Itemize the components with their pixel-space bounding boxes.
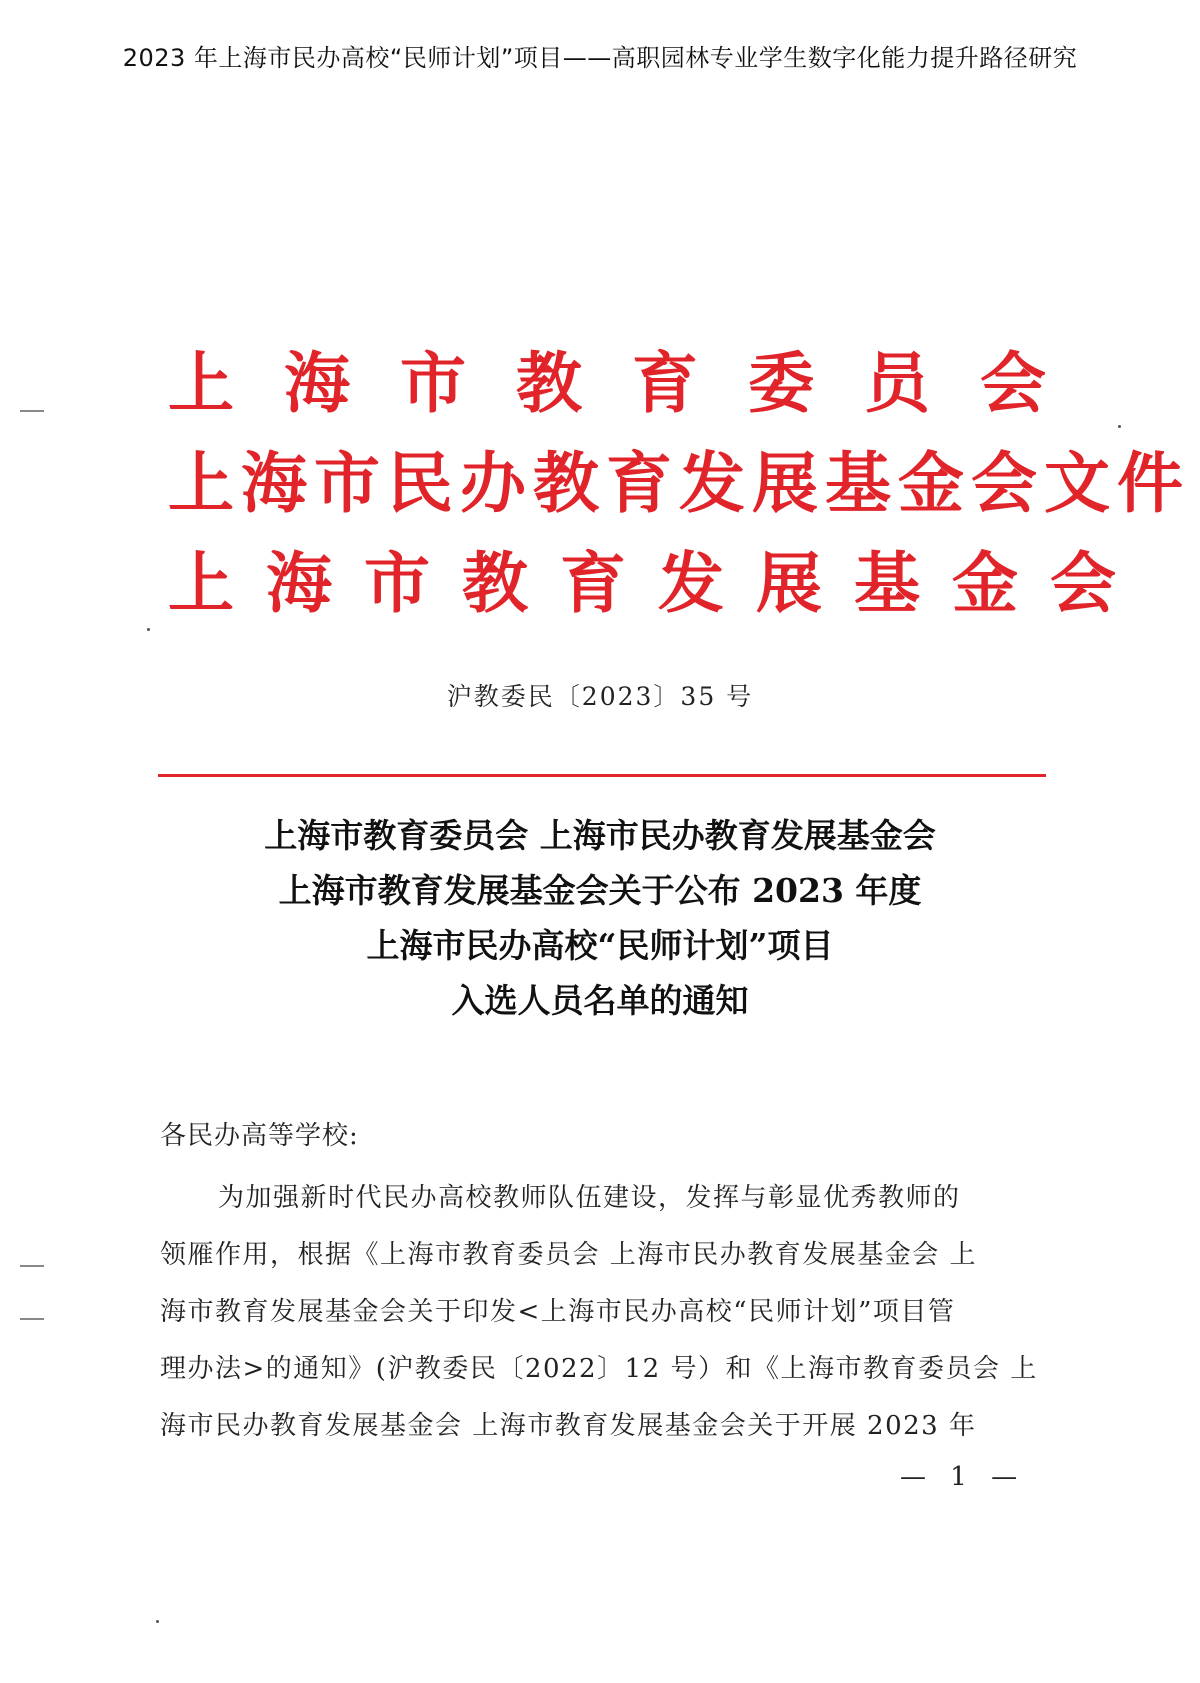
title-line-1: 上海市教育委员会 上海市民办教育发展基金会	[264, 816, 936, 855]
body-line-2: 领雁作用，根据《上海市教育委员会 上海市民办教育发展基金会 上	[160, 1240, 978, 1270]
body-paragraph	[160, 1170, 1040, 1455]
document-number: 沪教委民〔2023〕35 号	[446, 682, 754, 711]
notice-title	[0, 808, 1200, 1028]
title-line-2: 上海市教育发展基金会关于公布 2023 年度	[278, 871, 922, 910]
title-line-3: 上海市民办高校“民师计划”项目	[366, 926, 834, 965]
body-line-4: 理办法>的通知》(沪教委民〔2022〕12 号）和《上海市教育委员会 上	[160, 1354, 1038, 1384]
red-divider	[158, 774, 1046, 777]
body-line-3: 海市教育发展基金会关于印发<上海市民办高校“民师计划”项目管	[160, 1297, 956, 1327]
scan-speck	[156, 1620, 159, 1623]
salutation: 各民办高等学校:	[160, 1121, 359, 1151]
masthead-line-1: 上海市教育委员会	[168, 344, 1096, 422]
scan-speck	[1118, 425, 1121, 428]
masthead-line-3: 上海市教育发展基金会	[168, 544, 1148, 622]
page-header: 2023 年上海市民办高校“民师计划”项目——高职园林专业学生数字化能力提升路径研究	[122, 44, 1078, 72]
margin-mark	[20, 410, 44, 412]
masthead-line-2: 上海市民办教育发展基金会文件	[168, 444, 1190, 522]
body-line-1: 为加强新时代民办高校教师队伍建设，发挥与彰显优秀教师的	[218, 1183, 961, 1213]
body-line-5: 海市民办教育发展基金会 上海市教育发展基金会关于开展 2023 年	[160, 1411, 977, 1441]
page-number: — 1 —	[900, 1462, 1026, 1492]
margin-mark	[20, 1265, 44, 1267]
title-line-4: 入选人员名单的通知	[451, 981, 749, 1020]
scan-speck	[147, 628, 150, 631]
margin-mark	[20, 1318, 44, 1320]
